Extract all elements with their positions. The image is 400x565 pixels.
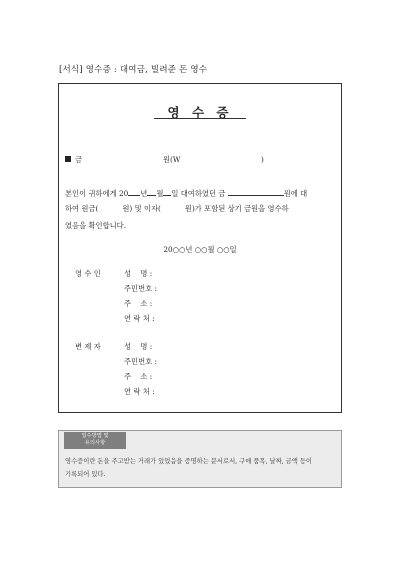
form-title: 영수증 : 대여금, 빌려준 돈 영수	[85, 65, 208, 75]
body-line-1	[65, 187, 307, 199]
receipt-date: 20○○년 ○○월 ○○일	[163, 245, 237, 254]
payer-id-label: 주민번호 :	[124, 357, 157, 366]
note-tag-line-2: 유의사항	[84, 440, 106, 446]
form-tag: [서식]	[59, 65, 83, 75]
body-line1-part-e: 원에 대	[283, 189, 308, 198]
amount-close-paren: )	[261, 155, 264, 164]
receiver-contact-label: 연 락 처 :	[124, 314, 155, 323]
payer-name-label: 성 명 :	[124, 342, 153, 351]
body-line2-part-c: 원)가 포함된 상기 금원을 영수하	[184, 204, 289, 213]
square-bullet-icon	[65, 156, 71, 162]
note-text-line-1: 영수증이란 돈을 주고받는 거래가 있었음을 증명하는 문서로서, 구매 품목, 날짜, 금액 등이	[65, 458, 313, 465]
note-tag-line-1: 업수방법 및	[81, 433, 109, 439]
receiver-role-label: 영 수 인	[75, 269, 101, 278]
title-underline	[154, 118, 246, 119]
body-line1-part-a: 본인이 귀하에게 20	[65, 189, 129, 198]
body-line1-part-d: 일 대여하였던 금	[171, 189, 226, 198]
payer-address-label: 주 소 :	[124, 372, 153, 381]
receiver-name-label: 성 명 :	[124, 269, 153, 278]
receiver-address-label: 주 소 :	[124, 299, 153, 308]
amount-won-label: 원(W	[163, 155, 181, 164]
amount-label: 금	[75, 155, 83, 164]
body-line1-part-c: 월	[156, 189, 164, 198]
month-blank[interactable]	[147, 187, 156, 196]
body-line-3: 였음을 확인합니다.	[65, 221, 127, 230]
receipt-title: 영 수 증	[167, 105, 233, 120]
year-blank[interactable]	[128, 187, 140, 196]
body-line-2	[65, 204, 289, 214]
payer-role-label: 변 제 자	[75, 342, 101, 351]
payer-contact-label: 연 락 처 :	[124, 387, 155, 396]
amount-row	[65, 155, 82, 165]
body-line2-part-b: 원) 및 이자(	[122, 204, 161, 213]
note-text-line-2: 기록되어 있다.	[65, 471, 106, 478]
loan-amount-blank[interactable]	[228, 187, 284, 196]
guidance-note-tag	[64, 432, 126, 449]
body-line1-part-b: 년	[140, 189, 148, 198]
form-header	[59, 63, 207, 75]
body-line2-part-a: 하여 원금(	[65, 204, 99, 213]
receiver-id-label: 주민번호 :	[124, 284, 157, 293]
